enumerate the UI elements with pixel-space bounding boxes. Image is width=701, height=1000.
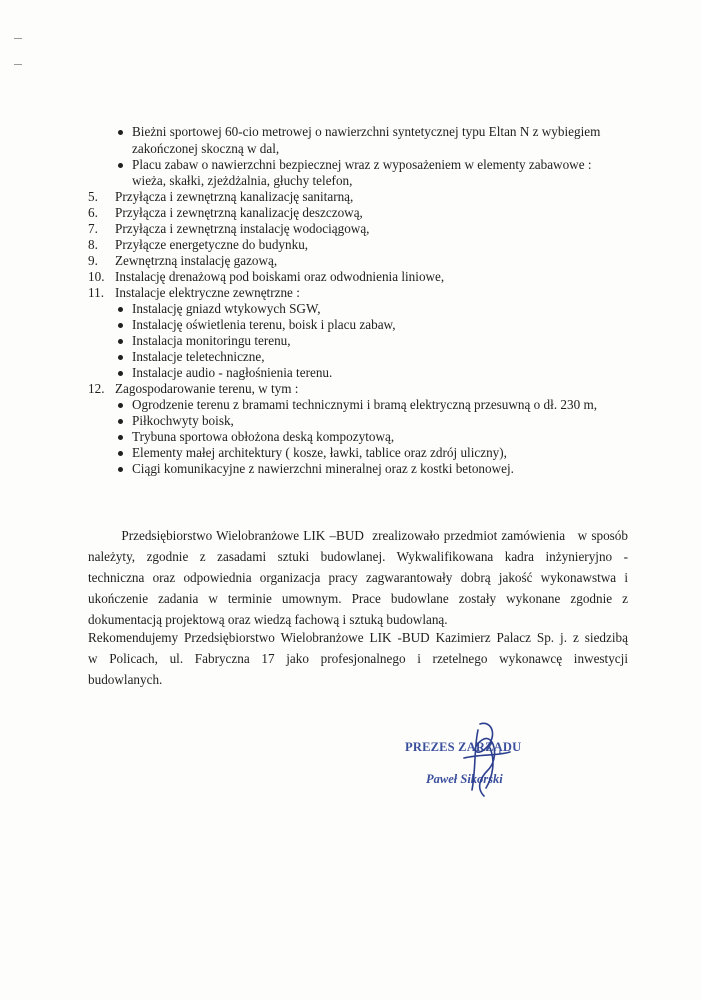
bullet-dot	[118, 419, 123, 424]
item-text: Instalację drenażową pod boiskami oraz odwodnienia liniowe,	[115, 269, 445, 284]
paragraph-line: techniczna oraz odpowiednia organizacja pracy zagwarantowały dobrą jakość wykonawstwa i	[88, 570, 628, 585]
list-item-text: Piłkochwyty boisk,	[132, 413, 234, 428]
item-text: Zewnętrzną instalację gazową,	[115, 253, 278, 268]
list-item-text: Instalację gniazd wtykowych SGW,	[132, 301, 321, 316]
bullet-dot	[118, 451, 123, 456]
item-number: 6.	[88, 205, 98, 220]
stamp-name: Paweł Sikorski	[426, 772, 503, 786]
list-item-text: Instalacja monitoringu terenu,	[132, 333, 291, 348]
list-item-text: Placu zabaw o nawierzchni bezpiecznej wraz z wyposażeniem w elementy zabawowe :	[132, 157, 592, 172]
bullet-dot	[118, 403, 123, 408]
bullet-dot	[118, 435, 123, 440]
item-text: Przyłącze energetyczne do budynku,	[115, 237, 309, 252]
list-item-text: Ciągi komunikacyjne z nawierzchni mineralnej oraz z kostki betonowej.	[132, 461, 514, 476]
item-number: 9.	[88, 253, 98, 268]
bullet-dot	[118, 307, 123, 312]
item-number: 5.	[88, 189, 98, 204]
list-item-text: Bieżni sportowej 60-cio metrowej o nawierzchni syntetycznej typu Eltan N z wybiegiem	[132, 124, 601, 139]
item-text: Przyłącza i zewnętrzną instalację wodociągową,	[115, 221, 370, 236]
bullet-dot	[118, 163, 123, 168]
scan-mark	[14, 38, 22, 39]
paragraph-line: Przedsiębiorstwo Wielobranżowe LIK –BUD zrealizowało przedmiot zamówienia w sposób	[88, 528, 628, 543]
item-text: Zagospodarowanie terenu, w tym :	[115, 381, 299, 396]
paragraph-line: należyty, zgodnie z zasadami sztuki budowlanej. Wykwalifikowana kadra inżynieryjno -	[88, 549, 628, 564]
item-number: 11.	[88, 285, 104, 300]
paragraph-line: w Policach, ul. Fabryczna 17 jako profesjonalnego i rzetelnego wykonawcę inwestycji	[88, 651, 628, 666]
paragraph-realization	[88, 525, 628, 630]
paragraph-recommendation	[88, 627, 628, 690]
list-item-text: zakończonej skoczną w dal,	[132, 141, 280, 156]
bullet-dot	[118, 371, 123, 376]
item-number: 7.	[88, 221, 98, 236]
handwritten-signature	[440, 718, 520, 808]
item-number: 12.	[88, 381, 105, 396]
bullet-dot	[118, 355, 123, 360]
paragraph-line: budowlanych.	[88, 672, 163, 687]
item-number: 8.	[88, 237, 98, 252]
scan-mark	[14, 64, 22, 65]
list-item-text: Instalacje teletechniczne,	[132, 349, 265, 364]
item-text: Przyłącza i zewnętrzną kanalizację deszczową,	[115, 205, 363, 220]
president-stamp	[400, 718, 560, 808]
list-item-text: wieża, skałki, zjeżdżalnia, głuchy telefon,	[132, 173, 353, 188]
list-item-text: Ogrodzenie terenu z bramami technicznymi i bramą elektryczną przesuwną o dł. 230 m,	[132, 397, 598, 412]
bullet-dot	[118, 339, 123, 344]
bullet-dot	[118, 323, 123, 328]
paragraph-line: dokumentacją projektową oraz wiedzą fachową i sztuką budowlaną.	[88, 612, 448, 627]
paragraph-line: ukończenie zadania w terminie umownym. Prace budowlane zostały wykonane zgodnie z	[88, 591, 628, 606]
bullet-dot	[118, 130, 123, 135]
item-text: Przyłącza i zewnętrzną kanalizację sanitarną,	[115, 189, 354, 204]
item-number: 10.	[88, 269, 105, 284]
list-item-text: Instalacje audio - nagłośnienia terenu.	[132, 365, 333, 380]
list-item-text: Instalację oświetlenia terenu, boisk i placu zabaw,	[132, 317, 396, 332]
list-item-text: Elementy małej architektury ( kosze, ławki, tablice oraz zdrój uliczny),	[132, 445, 507, 460]
list-item-text: Trybuna sportowa obłożona deską kompozytową,	[132, 429, 395, 444]
item-text: Instalacje elektryczne zewnętrzne :	[115, 285, 300, 300]
paragraph-line: Rekomendujemy Przedsiębiorstwo Wielobranżowe LIK -BUD Kazimierz Palacz Sp. j. z siedzibą	[88, 630, 628, 645]
bullet-dot	[118, 467, 123, 472]
stamp-title: PREZES ZARZĄDU	[405, 740, 522, 754]
